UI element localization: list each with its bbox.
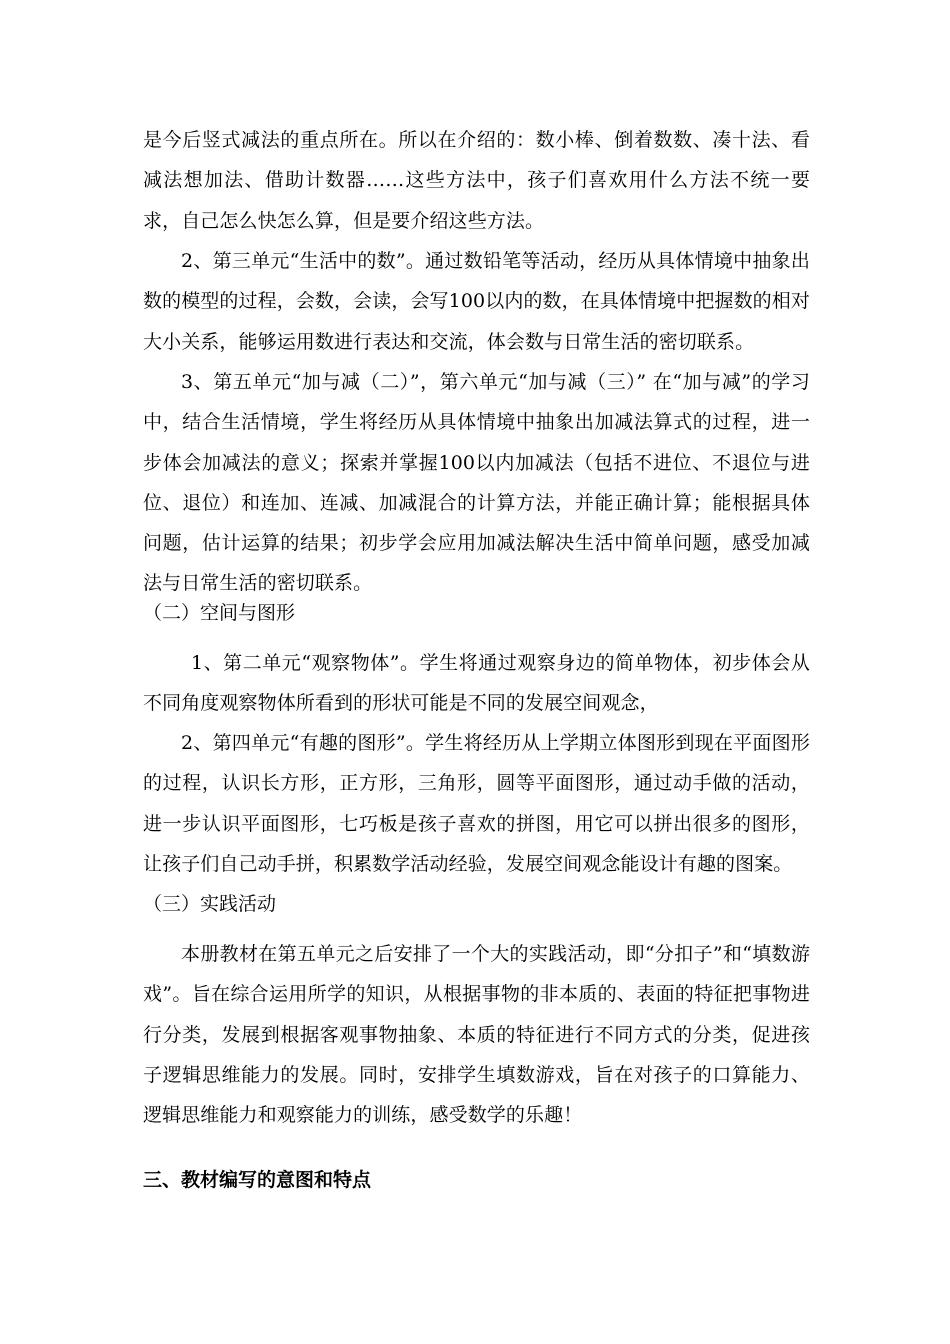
paragraph-unit-four: 2、第四单元“有趣的图形”。学生将经历从上学期立体图形到现在平面图形的过程，认识长方形，正方形，三角形，圆等平面图形，通过动手做的活动，进一步认识平面图形，七巧板是孩子喜欢的拼图，用它可以拼出很多的图形，让孩子们自己动手拼，积累数学活动经验，发展空间观念能设计有趣的图案。 [143, 732, 810, 875]
subheading-practice-activity: （三）实践活动 [143, 893, 277, 915]
section-title-textbook-intent: 三、教材编写的意图和特点 [143, 1169, 372, 1191]
paragraph-practice-activity: 本册教材在第五单元之后安排了一个大的实践活动，即“分扣子”和“填数游戏”。旨在综合运用所学的知识，从根据事物的非本质的、表面的特征把事物进行分类，发展到根据客观事物抽象、本质的特征进行不同方式的分类，促进孩子逻辑思维能力的发展。同时，安排学生填数游戏，旨在对孩子的口算能力、逻辑思维能力和观察能力的训练，感受数学的乐趣！ [143, 943, 810, 1127]
paragraph-unit-three: 2、第三单元“生活中的数”。通过数铅笔等活动，经历从具体情境中抽象出数的模型的过程，会数，会读，会写100以内的数，在具体情境中把握数的相对大小关系，能够运用数进行表达和交流，体会数与日常生活的密切联系。 [143, 250, 810, 353]
paragraph-subtraction-methods: 是今后竖式减法的重点所在。所以在介绍的：数小棒、倒着数数、凑十法、看减法想加法、借助计数器……这些方法中，孩子们喜欢用什么方法不统一要求，自己怎么快怎么算，但是要介绍这些方法。 [143, 129, 810, 232]
paragraph-unit-five-six: 3、第五单元“加与减（二）”，第六单元“加与减（三）” 在“加与减”的学习中，结合生活情境，学生将经历从具体情境中抽象出加减法算式的过程，进一步体会加减法的意义；探索并掌握100以内加减法（包括不进位、不退位与进位、退位）和连加、连减、加减混合的计算方法，并能正确计算；能根据具体问题，估计运算的结果；初步学会应用加减法解决生活中简单问题，感受加减法与日常生活的密切联系。 [143, 371, 810, 595]
subheading-space-and-shapes: （二）空间与图形 [143, 602, 296, 624]
paragraph-unit-two: 1、第二单元“观察物体”。学生将通过观察身边的简单物体，初步体会从不同角度观察物体所看到的形状可能是不同的发展空间观念， [143, 652, 810, 715]
